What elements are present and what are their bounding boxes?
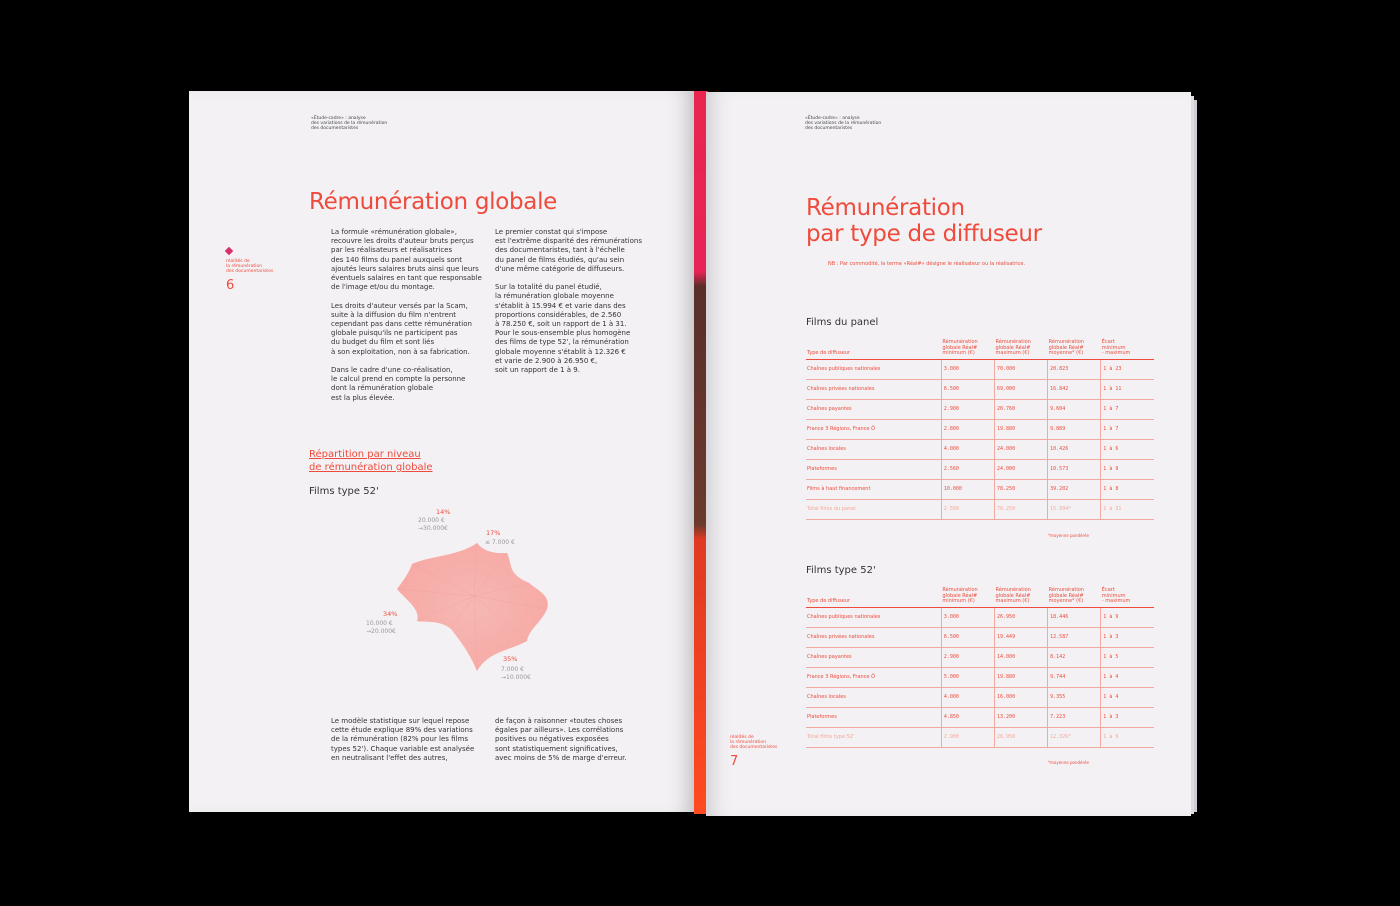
- table-cell: 16.000: [995, 687, 1048, 707]
- table-cell: 1 à 11: [1101, 379, 1154, 399]
- row-label: Chaînes payantes: [806, 399, 941, 419]
- table-cell: 1 à 7: [1101, 419, 1154, 439]
- table-cell: 1 à 3: [1101, 627, 1154, 647]
- table-cell: 69.000: [995, 379, 1048, 399]
- table-cell: 10.573: [1048, 459, 1101, 479]
- table-cell: 2.560: [941, 459, 994, 479]
- footnote: *moyenne pondérée: [1048, 760, 1089, 765]
- table-cell: 18.446: [1048, 607, 1101, 627]
- table-films-52: [806, 588, 1154, 748]
- text-column-2: Le premier constat qui s'impose est l'extrême disparité des rémunérations des documentaristes, tant à l'échelle du panel de films étudiés, qu'au sein d'une même catégorie de diffuseurs. Sur la totalité du panel étudié, la rémunération globale moyenne s'établit à 15.994 € et varie dans des proportions considérables, de 2.560 à 78.250 €, soit un rapport de 1 à 31. Pour le sous-ensemble plus homogène des films de type 52', la rémunération globale moyenne s'établit à 12.326 € et varie de 2.900 à 26.950 €, soit un rapport de 1 à 9.: [495, 228, 642, 375]
- table-cell: 1 à 9: [1101, 607, 1154, 627]
- section-subhead: Répartition par niveau de rémunération globale: [309, 449, 433, 473]
- row-label: Total films type 52': [806, 727, 941, 747]
- page-number: 6: [226, 278, 235, 293]
- table-cell: 9.744: [1048, 667, 1101, 687]
- row-label: Chaînes publiques nationales: [806, 607, 941, 627]
- table-cell: 1 à 3: [1101, 707, 1154, 727]
- table-cell: 14.000: [995, 647, 1048, 667]
- row-label: Chaînes payantes: [806, 647, 941, 667]
- column-header: Rémunération globale Réal# maximum (€): [995, 588, 1048, 607]
- table2-title: Films type 52': [806, 565, 876, 576]
- row-label: Plateformes: [806, 707, 941, 727]
- table-cell: 70.000: [995, 359, 1048, 379]
- table-cell: 6.500: [941, 379, 994, 399]
- table-cell: 5.000: [941, 667, 994, 687]
- table-cell: 78.250: [995, 499, 1048, 519]
- column-header: Écart minimum - maximum: [1101, 340, 1154, 359]
- column-header: Écart minimum - maximum: [1101, 588, 1154, 607]
- table-cell: 1 à 5: [1101, 647, 1154, 667]
- table-row: [806, 439, 1154, 459]
- side-label: réalités de la rémunération des documentaristes: [226, 259, 274, 274]
- column-header: Rémunération globale Réal# maximum (€): [995, 340, 1048, 359]
- segment-pct: 34%: [383, 610, 398, 618]
- table-cell: 26.950: [995, 727, 1048, 747]
- segment-pct: 17%: [486, 529, 501, 537]
- column-header: Type de diffuseur: [806, 588, 941, 607]
- segment-range: ≤ 7.000 €: [485, 539, 515, 546]
- table-cell: 4.000: [941, 687, 994, 707]
- table-cell: 2.560: [941, 499, 994, 519]
- table-cell: 1 à 4: [1101, 667, 1154, 687]
- table-row: [806, 359, 1154, 379]
- page-title: Rémunération par type de diffuseur: [806, 195, 1042, 247]
- table-cell: 78.250: [995, 479, 1048, 499]
- table-cell: 15.994*: [1048, 499, 1101, 519]
- table-header-row: [806, 340, 1154, 359]
- table-cell: 2.800: [941, 419, 994, 439]
- column-header: Rémunération globale Réal# moyenne* (€): [1048, 340, 1101, 359]
- segment-pct: 35%: [503, 655, 518, 663]
- table-row: [806, 687, 1154, 707]
- polar-chart-shape: [397, 543, 548, 671]
- table-cell: 7.223: [1048, 707, 1101, 727]
- table-row: [806, 479, 1154, 499]
- row-label: Chaînes privées nationales: [806, 627, 941, 647]
- row-label: Chaînes privées nationales: [806, 379, 941, 399]
- segment-range: 7.000 € →10.000€: [501, 666, 531, 681]
- row-label: Chaînes locales: [806, 687, 941, 707]
- text-column-3: Le modèle statistique sur lequel repose cette étude explique 89% des variations de la rémunération (82% pour les films types 52'). Chaque variable est analysée en neutralisant l'effet des autres,: [331, 717, 475, 762]
- footnote: *moyenne pondérée: [1048, 533, 1089, 538]
- column-header: Rémunération globale Réal# moyenne* (€): [1048, 588, 1101, 607]
- table-row: [806, 607, 1154, 627]
- table-cell: 19.449: [995, 627, 1048, 647]
- table-row: [806, 379, 1154, 399]
- table-cell: 3.000: [941, 359, 994, 379]
- running-header: «Étude-cadre» : analyse des variations de la rémunération des documentaristes: [805, 116, 882, 131]
- table-cell: 1 à 23: [1101, 359, 1154, 379]
- page-number: 7: [730, 754, 739, 769]
- column-header: Type de diffuseur: [806, 340, 941, 359]
- table-row: [806, 419, 1154, 439]
- table-cell: 20.760: [995, 399, 1048, 419]
- table-cell: 1 à 9: [1101, 459, 1154, 479]
- table-cell: 4.000: [941, 439, 994, 459]
- table-cell: 10.000: [941, 479, 994, 499]
- row-label: Chaînes locales: [806, 439, 941, 459]
- table-row: [806, 667, 1154, 687]
- polar-chart: [379, 511, 569, 671]
- table-cell: 1 à 31: [1101, 499, 1154, 519]
- table-cell: 9.355: [1048, 687, 1101, 707]
- table-cell: 1 à 6: [1101, 439, 1154, 459]
- table-row: [806, 727, 1154, 747]
- chart-label: Films type 52': [309, 486, 379, 497]
- running-header: «Étude-cadre» : analyse des variations de la rémunération des documentaristes: [311, 116, 388, 131]
- table-cell: 13.200: [995, 707, 1048, 727]
- row-label: Total films du panel: [806, 499, 941, 519]
- text-column-1: La formule «rémunération globale», recouvre les droits d'auteur bruts perçus par les réalisateurs et réalisatrices des 140 films du panel auxquels sont ajoutés leurs salaires bruts ainsi que leurs éventuels salaires en tant que responsable de l'image et/ou du montage. Les droits d'auteur versés par la Scam, suite à la diffusion du film n'entrent cependant pas dans cette rémunération globale puisqu'ils ne participent pas du budget du film et sont liés à son exploitation, non à sa fabrication. Dans le cadre d'une co-réalisation, le calcul prend en compte la personne dont la rémunération globale est la plus élevée.: [331, 228, 482, 402]
- table-cell: 1 à 7: [1101, 399, 1154, 419]
- table-cell: 9.889: [1048, 419, 1101, 439]
- table-cell: 1 à 9: [1101, 727, 1154, 747]
- table-cell: 1 à 8: [1101, 479, 1154, 499]
- segment-range: 20.000 € →30.000€: [418, 517, 448, 532]
- table-cell: 9.604: [1048, 399, 1101, 419]
- column-header: Rémunération globale Réal# minimum (€): [941, 340, 994, 359]
- table-row: [806, 399, 1154, 419]
- table-cell: 20.823: [1048, 359, 1101, 379]
- row-label: Chaînes publiques nationales: [806, 359, 941, 379]
- table-cell: 24.000: [995, 459, 1048, 479]
- table-header-row: [806, 588, 1154, 607]
- table-cell: 24.000: [995, 439, 1048, 459]
- table-row: [806, 707, 1154, 727]
- table-films-panel: [806, 340, 1154, 520]
- table-cell: 6.500: [941, 627, 994, 647]
- table-cell: 10.426: [1048, 439, 1101, 459]
- table-row: [806, 647, 1154, 667]
- text-column-4: de façon à raisonner «toutes choses égales par ailleurs». Les corrélations positives ou négatives exposées sont statistiquement significatives, avec moins de 5% de marge d'erreur.: [495, 717, 627, 762]
- table-row: [806, 499, 1154, 519]
- table-row: [806, 627, 1154, 647]
- table-cell: 16.842: [1048, 379, 1101, 399]
- table-cell: 1 à 4: [1101, 687, 1154, 707]
- table-cell: 8.142: [1048, 647, 1101, 667]
- right-page: [706, 92, 1191, 816]
- left-page: [189, 91, 694, 812]
- table-cell: 19.880: [995, 419, 1048, 439]
- diamond-icon: [225, 247, 233, 255]
- row-label: France 3 Régions, France Ô: [806, 667, 941, 687]
- table-row: [806, 459, 1154, 479]
- table-cell: 3.000: [941, 607, 994, 627]
- segment-pct: 14%: [436, 508, 451, 516]
- table-cell: 39.202: [1048, 479, 1101, 499]
- nb-note: NB : Par commodité, le terme «Réal#» désigne le réalisateur ou la réalisatrice.: [828, 261, 1026, 267]
- table-cell: 4.850: [941, 707, 994, 727]
- table-cell: 12.587: [1048, 627, 1101, 647]
- segment-range: 10.000 € →20.000€: [366, 620, 396, 635]
- table-cell: 2.900: [941, 727, 994, 747]
- table-cell: 19.880: [995, 667, 1048, 687]
- table-cell: 26.950: [995, 607, 1048, 627]
- row-label: Films à haut financement: [806, 479, 941, 499]
- row-label: France 3 Régions, France Ô: [806, 419, 941, 439]
- table-cell: 2.900: [941, 399, 994, 419]
- column-header: Rémunération globale Réal# minimum (€): [941, 588, 994, 607]
- table-cell: 2.900: [941, 647, 994, 667]
- table-cell: 12.326*: [1048, 727, 1101, 747]
- table1-title: Films du panel: [806, 317, 879, 328]
- side-label: réalités de la rémunération des documentaristes: [730, 735, 778, 750]
- row-label: Plateformes: [806, 459, 941, 479]
- page-title: Rémunération globale: [309, 189, 558, 215]
